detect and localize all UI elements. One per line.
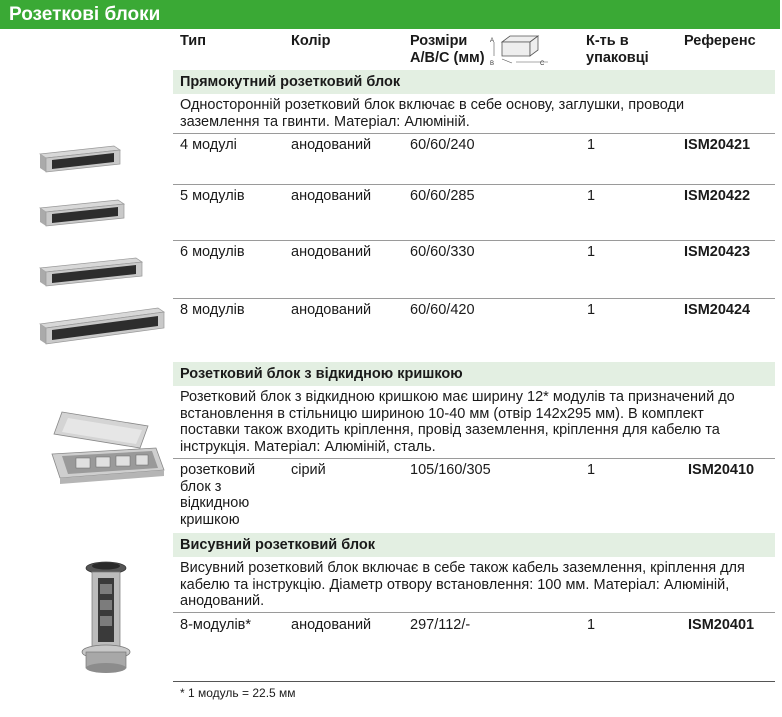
row-size: 60/60/285 [410, 188, 475, 204]
row-type: 4 модулі [180, 137, 237, 153]
row-ref: ISM20421 [684, 137, 751, 153]
row-divider [173, 612, 775, 613]
footnote: * 1 модуль = 22.5 мм [180, 686, 296, 700]
row-size: 60/60/240 [410, 137, 475, 153]
flip-cover-block-image [48, 408, 168, 494]
rectangular-block-4-image [36, 140, 124, 176]
row-qty: 1 [587, 188, 596, 204]
row-type-line: розетковий [180, 462, 256, 478]
row-type: 6 модулів [180, 244, 245, 260]
description-line: Висувний розетковий блок включає в себе також кабель заземлення, кріплення для [180, 560, 745, 576]
dimension-diagram-icon [488, 32, 552, 66]
row-color: анодований [291, 302, 372, 318]
rectangular-block-5-image [36, 194, 128, 230]
rectangular-block-6-image [36, 252, 146, 292]
row-qty: 1 [587, 137, 596, 153]
row-type: 8-модулів* [180, 617, 252, 633]
page-title: Розеткові блоки [0, 0, 780, 29]
row-type-line: блок з [180, 478, 222, 495]
description-line: поставки також входить кріплення, провід заземлення, кріплення для кабелю та [180, 422, 720, 438]
row-type [180, 462, 255, 528]
section-title-flip-cover: Розетковий блок з відкидною кришкою [173, 362, 775, 386]
col-header-qty [586, 33, 649, 67]
row-ref: ISM20424 [684, 302, 751, 318]
diagram-label-c: C [540, 61, 545, 66]
row-size: 105/160/305 [410, 462, 491, 478]
rectangular-block-8-image [36, 302, 168, 352]
row-qty: 1 [587, 302, 596, 318]
pop-up-block-image [78, 560, 134, 678]
row-ref: ISM20410 [688, 462, 755, 478]
row-type-line: кришкою [180, 511, 240, 528]
row-color: анодований [291, 137, 372, 153]
row-qty: 1 [587, 244, 596, 260]
row-divider [173, 458, 775, 459]
row-type: 5 модулів [180, 188, 245, 204]
row-divider [173, 240, 775, 241]
row-type: 8 модулів [180, 302, 245, 318]
row-type-line: відкидною [180, 495, 250, 511]
col-header-sizes-line1: Розміри [410, 33, 468, 49]
description-line: Розетковий блок з відкидною кришкою має ширину 12* модулів та призначений до [180, 389, 735, 405]
row-color: анодований [291, 244, 372, 260]
section-title-pop-up: Висувний розетковий блок [173, 533, 775, 557]
row-size: 60/60/330 [410, 244, 475, 260]
section-description-flip-cover [180, 389, 770, 455]
col-header-type: Тип [180, 33, 206, 49]
description-line: анодований. [180, 593, 265, 609]
col-header-qty-line2: упаковці [586, 50, 649, 66]
row-qty: 1 [587, 617, 596, 633]
section-description-rectangular [180, 97, 770, 130]
row-divider [173, 298, 775, 299]
row-color: сірий [291, 462, 326, 478]
col-header-ref: Референс [684, 33, 756, 49]
diagram-label-b: B [490, 61, 495, 66]
description-line: заземлення та гвинти. Матеріал: Алюміній. [180, 113, 470, 130]
col-header-color: Колір [291, 33, 331, 49]
row-color: анодований [291, 188, 372, 204]
diagram-label-a: A [490, 38, 495, 44]
row-qty: 1 [587, 462, 596, 478]
section-description-pop-up [180, 560, 770, 610]
description-line: встановлення в стільницю шириною 10-40 мм (отвір 142x295 мм). В комплект [180, 405, 704, 422]
row-divider [173, 133, 775, 134]
row-ref: ISM20401 [688, 617, 755, 633]
row-ref: ISM20422 [684, 188, 751, 204]
row-ref: ISM20423 [684, 244, 751, 260]
col-header-qty-line1: К-ть в [586, 33, 629, 49]
description-line: Односторонній розетковий блок включає в себе основу, заглушки, проводи [180, 97, 685, 113]
col-header-sizes [410, 33, 485, 67]
row-size: 60/60/420 [410, 302, 475, 318]
bottom-divider [173, 681, 775, 682]
row-color: анодований [291, 617, 372, 633]
row-size: 297/112/- [410, 617, 471, 633]
description-line: інструкція. Матеріал: Алюміній, сталь. [180, 438, 436, 455]
col-header-sizes-line2: A/B/C (мм) [410, 50, 485, 66]
section-title-rectangular: Прямокутний розетковий блок [173, 70, 775, 94]
description-line: кабелю та інструкцію. Діаметр отвору встановлення: 100 мм. Матеріал: Алюміній, [180, 576, 730, 593]
row-divider [173, 184, 775, 185]
